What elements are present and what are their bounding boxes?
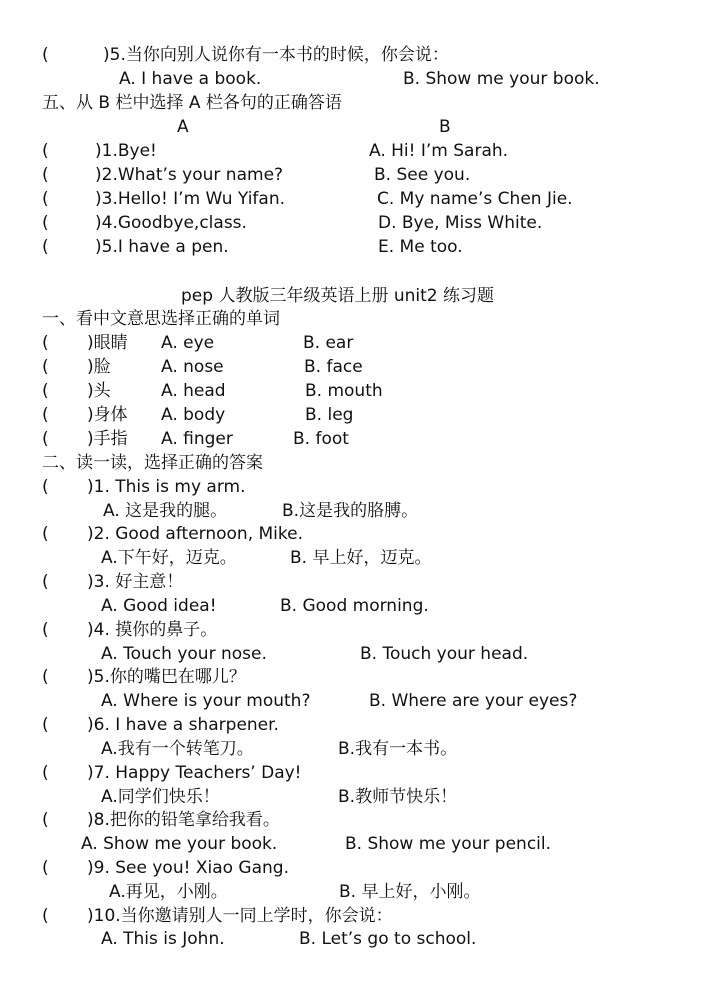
option-b: B. Let’s go to school. [299,929,477,949]
answer-paren[interactable]: ( [42,237,49,257]
option-a: A. 这是我的腿。 [103,501,228,521]
answer-paren[interactable]: ( [42,213,49,233]
question-text: )8.把你的铅笔拿给我看。 [87,810,280,830]
option-b: B. leg [305,405,354,425]
option-b: B. 早上好，迈克。 [290,548,432,568]
answer-paren[interactable]: ( [42,429,49,449]
question-text: )3. 好主意！ [87,572,184,592]
question-text: )2. Good afternoon, Mike. [87,524,303,544]
option-b: B. 早上好，小刚。 [339,882,481,902]
question-text: )4. 摸你的鼻子。 [87,620,218,640]
match-question: )5.I have a pen. [95,237,229,257]
option-b: B.我有一本书。 [338,739,458,759]
question-text: )5.当你向别人说你有一本书的时候，你会说： [103,45,449,65]
question-text: )7. Happy Teachers’ Day! [87,763,302,783]
option-b: B. Touch your head. [360,644,529,664]
answer-paren[interactable]: ( [42,477,49,497]
option-a: A. This is John. [101,929,225,949]
option-a: A.同学们快乐！ [101,787,220,807]
answer-paren[interactable]: ( [42,357,49,377]
chinese-word: )头 [87,381,111,401]
column-a-label: A [177,117,189,137]
answer-paren[interactable]: ( [42,810,49,830]
option-a: A. Where is your mouth? [101,691,311,711]
option-a: A. I have a book. [119,69,262,89]
option-b: B.教师节快乐！ [338,787,458,807]
chinese-word: )手指 [87,429,128,449]
answer-paren[interactable]: ( [42,858,49,878]
question-text: )1. This is my arm. [87,477,246,497]
answer-paren[interactable]: ( [42,189,49,209]
option-b: B. Show me your pencil. [345,834,552,854]
question-text: )6. I have a sharpener. [87,715,279,735]
match-answer: D. Bye, Miss White. [378,213,543,233]
chinese-word: )眼睛 [87,333,128,353]
option-b: B. ear [303,333,354,353]
answer-paren[interactable]: ( [42,165,49,185]
question-text: )5.你的嘴巴在哪儿？ [87,667,246,687]
option-b: B. mouth [305,381,383,401]
option-b: B. Show me your book. [403,69,600,89]
section-heading: 一、看中文意思选择正确的单词 [42,309,280,329]
option-a: A.再见，小刚。 [109,882,228,902]
answer-paren[interactable]: ( [42,906,49,926]
answer-paren[interactable]: ( [42,524,49,544]
answer-paren[interactable]: ( [42,572,49,592]
answer-paren[interactable]: ( [42,45,49,65]
chinese-word: )身体 [87,405,128,425]
option-a: A.下午好，迈克。 [101,548,237,568]
question-text: )10.当你邀请别人一同上学时，你会说： [87,906,393,926]
option-b: B. foot [293,429,349,449]
option-a: A. Touch your nose. [101,644,267,664]
answer-paren[interactable]: ( [42,141,49,161]
match-question: )1.Bye! [95,141,157,161]
option-a: A. Show me your book. [81,834,278,854]
column-b-label: B [439,117,451,137]
answer-paren[interactable]: ( [42,715,49,735]
answer-paren[interactable]: ( [42,667,49,687]
match-answer: E. Me too. [378,237,463,257]
match-answer: C. My name’s Chen Jie. [377,189,573,209]
option-a: A. body [161,405,226,425]
answer-paren[interactable]: ( [42,333,49,353]
chinese-word: )脸 [87,357,111,377]
option-a: A. eye [161,333,215,353]
match-question: )2.What’s your name? [95,165,284,185]
question-text: )9. See you! Xiao Gang. [87,858,289,878]
answer-paren[interactable]: ( [42,405,49,425]
option-b: B. Where are your eyes? [369,691,578,711]
option-a: A.我有一个转笔刀。 [101,739,254,759]
match-answer: B. See you. [374,165,471,185]
option-a: A. nose [161,357,224,377]
option-b: B. Good morning. [280,596,429,616]
option-a: A. head [161,381,226,401]
section-heading: 五、从 B 栏中选择 A 栏各句的正确答语 [42,93,342,113]
option-b: B. face [304,357,363,377]
match-question: )3.Hello! I’m Wu Yifan. [95,189,286,209]
answer-paren[interactable]: ( [42,381,49,401]
section-heading: 二、读一读，选择正确的答案 [42,453,263,473]
option-a: A. finger [161,429,233,449]
option-a: A. Good idea! [101,596,217,616]
match-question: )4.Goodbye,class. [95,213,247,233]
answer-paren[interactable]: ( [42,620,49,640]
answer-paren[interactable]: ( [42,763,49,783]
match-answer: A. Hi! I’m Sarah. [369,141,509,161]
worksheet-title: pep 人教版三年级英语上册 unit2 练习题 [181,286,495,306]
option-b: B.这是我的胳膊。 [282,501,419,521]
